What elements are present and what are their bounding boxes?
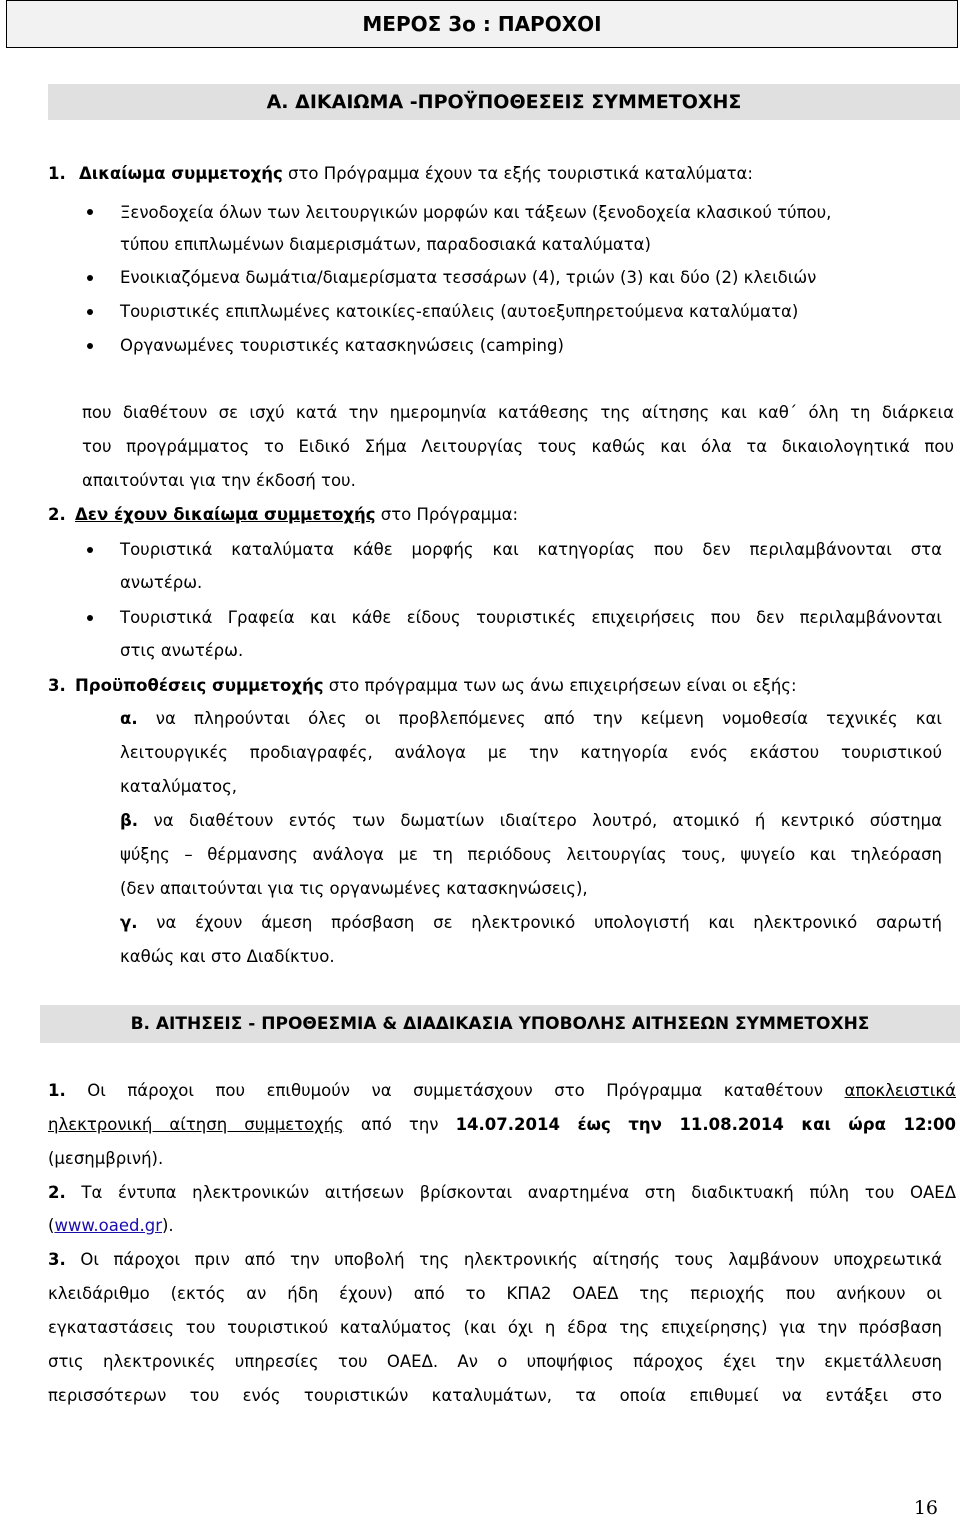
b2-line-2: (www.oaed.gr). bbox=[48, 1216, 174, 1235]
a1-bullet-4: Οργανωμένες τουριστικές κατασκηνώσεις (camping) bbox=[120, 336, 564, 355]
b1-line-3: (μεσημβρινή). bbox=[48, 1149, 164, 1168]
b3-line-4: στις ηλεκτρονικές υπηρεσίες του ΟΑΕΔ. Αν ο υποψήφιος πάροχος έχει την εκμετάλλευση bbox=[48, 1352, 942, 1371]
b3-line-3: εγκαταστάσεις του τουριστικού καταλύματος (και όχι η έδρα της επιχείρησης) για την πρόσβαση bbox=[48, 1318, 942, 1337]
bullet-dot bbox=[87, 309, 93, 315]
oaed-link[interactable]: www.oaed.gr bbox=[54, 1216, 162, 1235]
a1-bold: Δικαίωμα συμμετοχής bbox=[79, 164, 283, 183]
bullet-dot bbox=[87, 275, 93, 281]
section-a-header bbox=[48, 84, 960, 120]
b2-line-1: 2. Τα έντυπα ηλεκτρονικών αιτήσεων βρίσκονται αναρτημένα στη διαδικτυακή πύλη του ΟΑΕΔ bbox=[48, 1183, 956, 1202]
a3-item-a-line-2: λειτουργικές προδιαγραφές, ανάλογα με την κατηγορία ενός εκάστου τουριστικού bbox=[120, 743, 942, 762]
section-a-title: Α. ΔΙΚΑΙΩΜΑ -ΠΡΟΫΠΟΘΕΣΕΙΣ ΣΥΜΜΕΤΟΧΗΣ bbox=[266, 91, 742, 113]
a1-condition-line-3: απαιτούνται για την έκδοσή του. bbox=[82, 471, 356, 490]
a3-item-b-line-1: β. να διαθέτουν εντός των δωματίων ιδιαίτερο λουτρό, ατομικό ή κεντρικό σύστημα bbox=[120, 811, 942, 830]
b3-line-5: περισσότερων του ενός τουριστικών καταλυμάτων, τα οποία επιθυμεί να εντάξει στο bbox=[48, 1386, 942, 1405]
bullet-dot bbox=[87, 343, 93, 349]
part-title-text: ΜΕΡΟΣ 3ο : ΠΑΡΟΧΟΙ bbox=[362, 12, 602, 36]
a2-bold: Δεν έχουν δικαίωμα συμμετοχής bbox=[75, 505, 376, 524]
a1-bullet-3: Τουριστικές επιπλωμένες κατοικίες-επαύλεις (αυτοεξυπηρετούμενα καταλύματα) bbox=[120, 302, 799, 321]
section-b-header bbox=[40, 1005, 960, 1043]
b3-line-1: 3. Οι πάροχοι πριν από την υποβολή της ηλεκτρονικής αίτησής τους λαμβάνουν υποχρεωτικά bbox=[48, 1250, 942, 1269]
a3-item-c-line-1: γ. να έχουν άμεση πρόσβαση σε ηλεκτρονικό υπολογιστή και ηλεκτρονικό σαρωτή bbox=[120, 913, 942, 932]
part-title bbox=[6, 0, 958, 48]
a3-item-b-line-2: ψύξης – θέρμανσης ανάλογα με τη περιόδους λειτουργίας τους, ψυγείο και τηλεόραση bbox=[120, 845, 942, 864]
a1-intro: 1. Δικαίωμα συμμετοχής στο Πρόγραμμα έχουν τα εξής τουριστικά καταλύματα: bbox=[48, 164, 753, 183]
a2-bullet-2-line-2: στις ανωτέρω. bbox=[120, 641, 244, 660]
a3-intro: 3. Προϋποθέσεις συμμετοχής στο πρόγραμμα των ως άνω επιχειρήσεων είναι οι εξής: bbox=[48, 676, 797, 695]
bullet-dot bbox=[87, 547, 93, 553]
a1-condition-line-1: που διαθέτουν σε ισχύ κατά την ημερομηνία κατάθεσης της αίτησης και καθ΄ όλη τη διάρκεια bbox=[82, 403, 954, 422]
a1-condition-line-2: του προγράμματος το Ειδικό Σήμα Λειτουργίας τους καθώς και όλα τα δικαιολογητικά που bbox=[82, 437, 954, 456]
a2-bullet-1-line-1: Τουριστικά καταλύματα κάθε μορφής και κατηγορίας που δεν περιλαμβάνονται στα bbox=[120, 540, 942, 559]
section-b-title: Β. ΑΙΤΗΣΕΙΣ - ΠΡΟΘΕΣΜΙΑ & ΔΙΑΔΙΚΑΣΙΑ ΥΠΟΒΟΛΗΣ ΑΙΤΗΣΕΩΝ ΣΥΜΜΕΤΟΧΗΣ bbox=[130, 1014, 870, 1034]
a3-bold: Προϋποθέσεις συμμετοχής bbox=[75, 676, 324, 695]
a3-item-a-line-1: α. να πληρούνται όλες οι προβλεπόμενες από την κείμενη νομοθεσία τεχνικές και bbox=[120, 709, 942, 728]
a1-bullet-2: Ενοικιαζόμενα δωμάτια/διαμερίσματα τεσσάρων (4), τριών (3) και δύο (2) κλειδιών bbox=[120, 268, 817, 287]
a3-item-b-line-3: (δεν απαιτούνται για τις οργανωμένες κατασκηνώσεις), bbox=[120, 879, 588, 898]
bullet-dot bbox=[87, 209, 93, 215]
a3-item-a-line-3: καταλύματος, bbox=[120, 777, 238, 796]
a1-bullet-1-line-2: τύπου επιπλωμένων διαμερισμάτων, παραδοσιακά καταλύματα) bbox=[120, 235, 651, 254]
a2-intro: 2. Δεν έχουν δικαίωμα συμμετοχής στο Πρόγραμμα: bbox=[48, 505, 519, 524]
b1-line-2: ηλεκτρονική αίτηση συμμετοχής από την 14.07.2014 έως την 11.08.2014 και ώρα 12:00 bbox=[48, 1115, 956, 1134]
a1-bullet-1-line-1: Ξενοδοχεία όλων των λειτουργικών μορφών και τάξεων (ξενοδοχεία κλασικού τύπου, bbox=[120, 203, 832, 222]
b3-line-2: κλειδάριθμο (εκτός αν ήδη έχουν) από το ΚΠΑ2 ΟΑΕΔ της περιοχής που ανήκουν οι bbox=[48, 1284, 942, 1303]
a2-bullet-1-line-2: ανωτέρω. bbox=[120, 573, 203, 592]
a3-item-c-line-2: καθώς και στο Διαδίκτυο. bbox=[120, 947, 335, 966]
b1-line-1: 1. Οι πάροχοι που επιθυμούν να συμμετάσχουν στο Πρόγραμμα καταθέτουν αποκλειστικά bbox=[48, 1081, 956, 1100]
page-number: 16 bbox=[913, 1497, 938, 1519]
bullet-dot bbox=[87, 615, 93, 621]
a2-bullet-2-line-1: Τουριστικά Γραφεία και κάθε είδους τουριστικές επιχειρήσεις που δεν περιλαμβάνονται bbox=[120, 608, 942, 627]
